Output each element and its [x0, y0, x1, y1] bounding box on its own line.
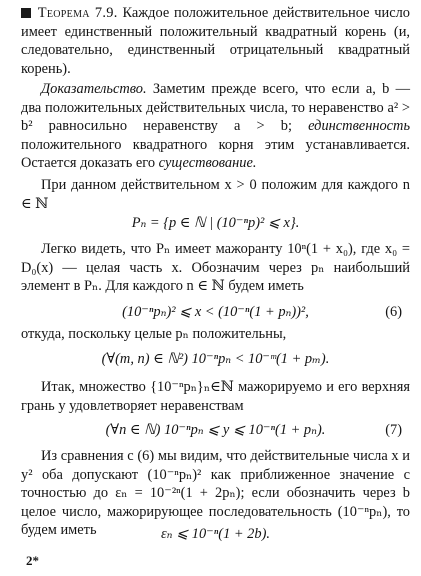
formula-whence: (∀(m, n) ∈ ℕ²) 10⁻ⁿpₙ < 10⁻ᵐ(1 + pₘ). [101, 351, 330, 367]
proof-paragraph [21, 80, 410, 173]
majorant-paragraph: Легко видеть, что Pₙ имеет мажоранту 10ⁿ(1 + x₀), где x₀ = D₀(x) — целая часть x. Обозначим через pₙ наибольший элемент в Pₙ. Для каждого n ∈ ℕ будем иметь [21, 241, 410, 295]
theorem-text: Каждое положительное действительное число имеет единственный положительный квадратный корень (и, следовательно, единственный отрицательный квадратный корень). [21, 5, 410, 77]
theorem-label: Теорема 7.9. [37, 5, 118, 21]
define-paragraph: При данном действительном x > 0 положим для каждого n ∈ ℕ [21, 177, 410, 212]
compare-paragraph: Из сравнения с (6) мы видим, что действительные числа x и y² оба допускают (10⁻ⁿpₙ)² как приближенное значение с точностью до εₙ = 10⁻²ⁿ(1 + 2pₙ); если обозначить через b целое число, мажорирующее последовательность (10⁻ⁿpₙ), то будем иметь [21, 448, 410, 539]
formula-pn: Pₙ = {p ∈ ℕ | (10⁻ⁿp)² ⩽ x}. [131, 215, 300, 231]
whence-paragraph: откуда, поскольку целые pₙ положительны, [21, 326, 287, 342]
formula-epsilon: εₙ ⩽ 10⁻ⁿ(1 + 2b). [161, 526, 270, 542]
theorem-paragraph [21, 4, 410, 78]
proof-text-b: положительного квадратного корня этим устанавливается. Остается доказать его [21, 136, 410, 172]
proof-label: Доказательство. [41, 81, 147, 97]
proof-uniqueness-word: единственность [308, 118, 410, 135]
formula-7-expression: (∀n ∈ ℕ) 10⁻ⁿpₙ ⩽ y ⩽ 10⁻ⁿ(1 + pₙ). [105, 422, 326, 438]
signature-mark: 2* [26, 553, 39, 568]
thus-paragraph: Итак, множество {10⁻ⁿpₙ}ₙ∈ℕ мажорируемо и его верхняя грань y удовлетворяет неравенствам [21, 379, 410, 414]
equation-number-7: (7) [385, 422, 402, 438]
proof-text-a: Заметим прежде всего, что если a, b — два положительных действительных числа, то неравенство a² > b² равносильно неравенству a > b; [21, 81, 410, 135]
formula-6 [21, 303, 410, 322]
formula-6-expression: (10⁻ⁿpₙ)² ⩽ x < (10⁻ⁿ(1 + pₙ))², [122, 304, 309, 320]
proof-existence-word: существование. [158, 155, 257, 172]
theorem-marker-icon [21, 8, 31, 18]
formula-7 [21, 421, 410, 440]
equation-number-6: (6) [385, 304, 402, 320]
